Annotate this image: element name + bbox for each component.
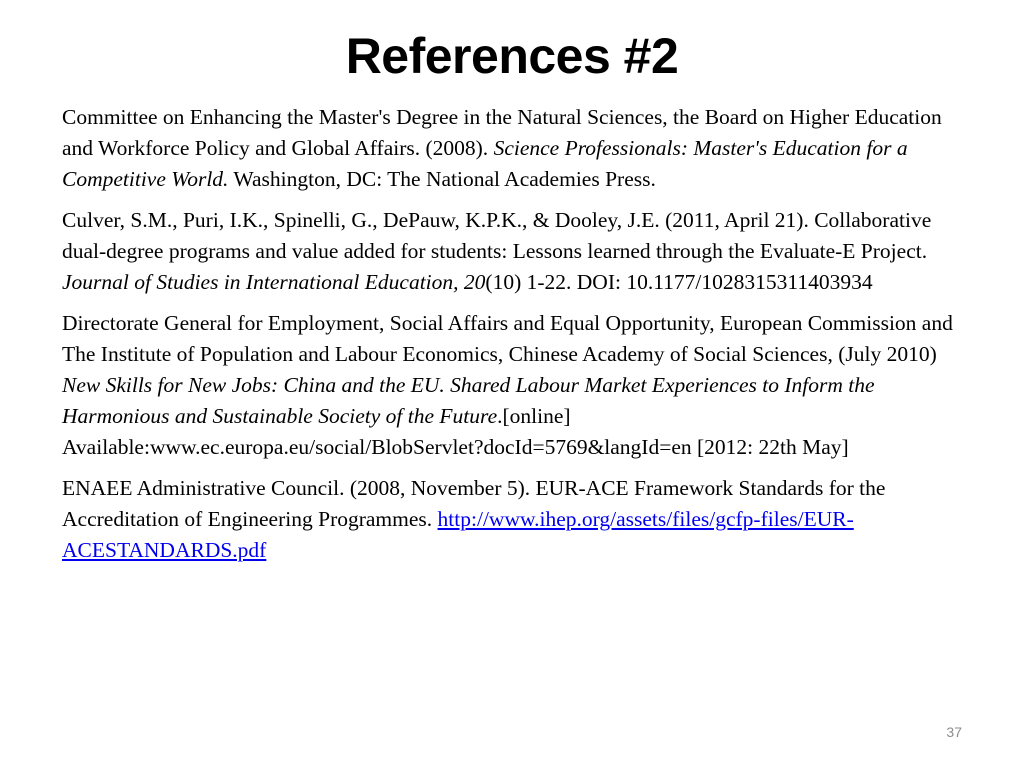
reference-item	[62, 308, 967, 463]
reference-text: Directorate General for Employment, Social Affairs and Equal Opportunity, European Commission and The Institute of Population and Labour Economics, Chinese Academy of Social Sciences, (July 2010)	[62, 311, 953, 366]
reference-item	[62, 473, 967, 566]
reference-text: Washington, DC: The National Academies Press.	[228, 167, 656, 191]
references-list	[62, 102, 967, 576]
page-number: 37	[946, 724, 962, 740]
reference-item	[62, 205, 967, 298]
reference-text: ENAEE Administrative Council. (2008, November 5). EUR-ACE Framework Standards for the Accreditation of Engineering Programmes.	[62, 476, 886, 531]
reference-title: Science Professionals: Master's Education for a Competitive World.	[62, 136, 908, 191]
reference-title: New Skills for New Jobs: China and the EU. Shared Labour Market Experiences to Inform the Harmonious and Sustainable Society of the Future	[62, 373, 875, 428]
reference-text: .[online] Available:www.ec.europa.eu/social/BlobServlet?docId=5769&langId=en [2012: 22th May]	[62, 404, 849, 459]
reference-text: (10) 1-22. DOI: 10.1177/1028315311403934	[485, 270, 873, 294]
reference-item	[62, 102, 967, 195]
reference-journal: Journal of Studies in International Education, 20	[62, 270, 486, 294]
reference-link[interactable]: http://www.ihep.org/assets/files/gcfp-files/EUR-ACESTANDARDS.pdf	[62, 507, 854, 562]
reference-text: Culver, S.M., Puri, I.K., Spinelli, G., DePauw, K.P.K., & Dooley, J.E. (2011, April 21). Collaborative dual-degree programs and value added for students: Lessons learned through the Evaluate-E Project.	[62, 208, 932, 263]
reference-text: Committee on Enhancing the Master's Degree in the Natural Sciences, the Board on Higher Education and Workforce Policy and Global Affairs. (2008).	[62, 105, 942, 160]
slide-title: References #2	[345, 28, 679, 84]
